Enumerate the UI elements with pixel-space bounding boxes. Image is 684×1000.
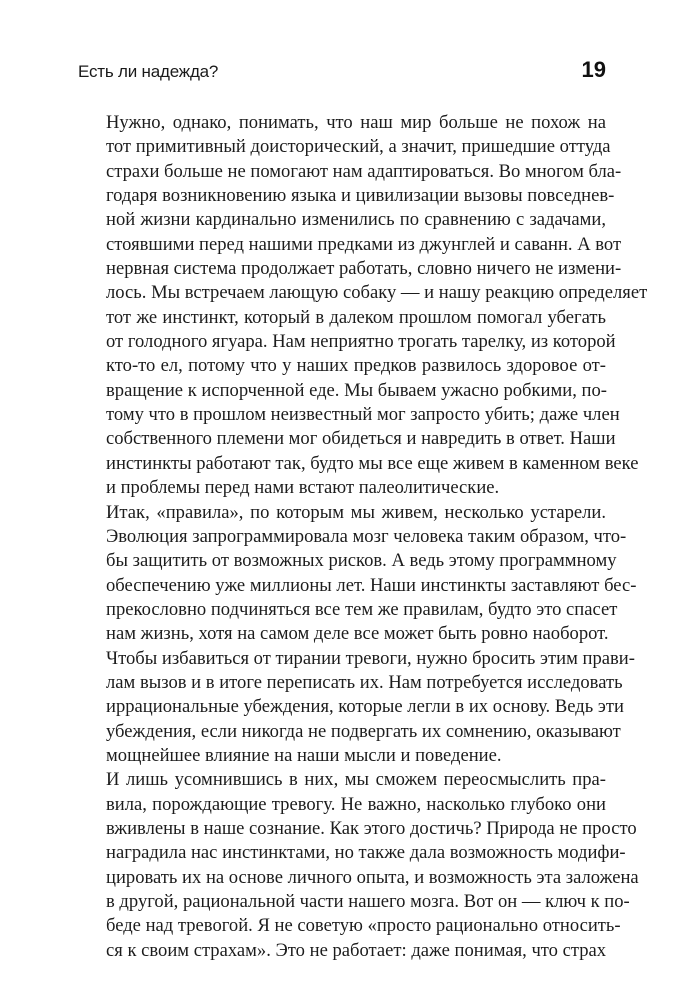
text-line: и проблемы перед нами встают палеолитические. <box>106 477 500 499</box>
text-line: Эволюция запрограммировала мозг человека таким образом, что- <box>106 525 627 547</box>
text-line: тому что в прошлом неизвестный мог запросто убить; даже член <box>106 404 620 426</box>
text-line: цировать их на основе личного опыта, и возможность эта заложена <box>106 866 639 888</box>
text-line: кто-то ел, потому что у наших предков развилось здоровое от- <box>106 355 606 377</box>
text-line: ся к своим страхам». Это не работает: даже понимая, что страх <box>106 939 607 961</box>
text-line: бы защитить от возможных рисков. А ведь этому программному <box>106 550 617 572</box>
text-line: в другой, рациональной части нашего мозга. Вот он — ключ к по- <box>106 891 630 912</box>
text-line: убеждения, если никогда не подвергать их сомнению, оказывают <box>106 720 621 742</box>
text-line: стоявшими перед нашими предками из джунглей и саванн. А вот <box>106 233 622 255</box>
text-line: страхи больше не помогают нам адаптироваться. Во многом бла- <box>106 160 622 182</box>
text-line: лось. Мы встречаем лающую собаку — и нашу реакцию определяет <box>106 282 648 304</box>
text-line: лам вызов и в итоге переписать их. Нам потребуется исследовать <box>106 671 623 693</box>
text-line: от голодного ягуара. Нам неприятно трогать тарелку, из которой <box>106 331 616 353</box>
paragraph-2 <box>78 501 637 769</box>
text-line: тот примитивный доисторический, а значит, пришедшие оттуда <box>106 136 611 158</box>
text-line: инстинкты работают так, будто мы все еще живем в каменном веке <box>106 452 639 474</box>
page-number: 19 <box>581 57 606 82</box>
text-line: мощнейшее влияние на наши мысли и поведение. <box>106 744 502 766</box>
text-line: тот же инстинкт, который в далеком прошлом помогал убегать <box>106 306 606 328</box>
text-line: годаря возникновению языка и цивилизации вызовы повседнев- <box>106 185 615 207</box>
running-header <box>78 56 606 86</box>
text-line: Чтобы избавиться от тирании тревоги, нужно бросить этим прави- <box>106 647 635 669</box>
text-line: беде над тревогой. Я не советую «просто рационально относить- <box>106 915 621 937</box>
text-line: иррациональные убеждения, которые легли в их основу. Ведь эти <box>106 696 624 718</box>
chapter-title: Есть ли надежда? <box>78 62 219 81</box>
text-line: Нужно, однако, понимать, что наш мир больше не похож на <box>106 112 606 133</box>
text-line: вращение к испорченной еде. Мы бываем ужасно робкими, по- <box>106 379 607 401</box>
text-line: прекословно подчиняться все тем же правилам, будто это спасет <box>106 598 618 620</box>
text-line: вживлены в наше сознание. Как этого достичь? Природа не просто <box>106 817 637 839</box>
text-line: И лишь усомнившись в них, мы сможем переосмыслить пра- <box>106 769 606 791</box>
text-line: собственного племени мог обидеться и навредить в ответ. Наши <box>106 428 616 450</box>
body-text <box>78 111 648 963</box>
text-line: нервная система продолжает работать, словно ничего не измени- <box>106 258 622 280</box>
text-line: обеспечению уже миллионы лет. Наши инстинкты заставляют бес- <box>106 574 637 596</box>
text-line: ной жизни кардинально изменились по сравнению с задачами, <box>106 209 606 231</box>
paragraph-1 <box>78 111 648 501</box>
text-line: вила, порождающие тревогу. Не важно, насколько глубоко они <box>106 793 606 815</box>
text-line: наградила нас инстинктами, но также дала возможность модифи- <box>106 842 626 864</box>
text-line: Итак, «правила», по которым мы живем, несколько устарели. <box>106 501 606 523</box>
paragraph-3 <box>78 768 639 963</box>
text-line: нам жизнь, хотя на самом деле все может быть ровно наоборот. <box>106 623 609 645</box>
